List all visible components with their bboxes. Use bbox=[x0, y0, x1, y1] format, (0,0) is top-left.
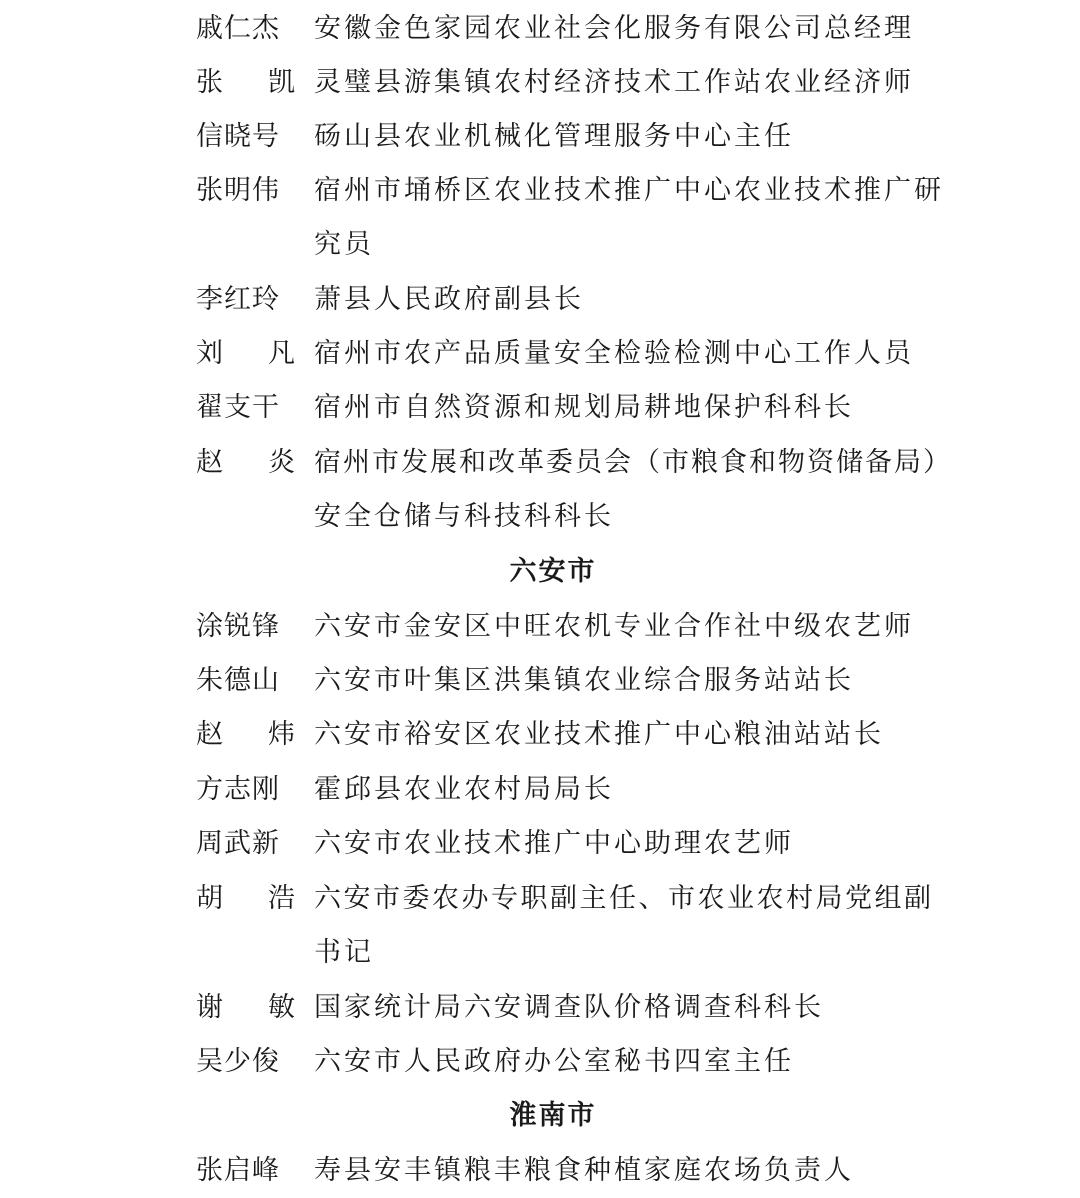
person-name: 胡 浩 bbox=[196, 883, 296, 914]
person-title: 国家统计局六安调查队价格调查科科长 bbox=[314, 992, 824, 1023]
person-name: 张 凯 bbox=[196, 67, 296, 98]
list-item bbox=[0, 1035, 1080, 1089]
list-item bbox=[0, 327, 1080, 381]
person-name: 戚仁杰 bbox=[196, 13, 280, 44]
person-title: 六安市金安区中旺农机专业合作社中级农艺师 bbox=[314, 611, 914, 642]
person-name: 赵 炜 bbox=[196, 719, 296, 750]
person-title: 六安市人民政府办公室秘书四室主任 bbox=[314, 1046, 794, 1077]
person-name: 李红玲 bbox=[196, 284, 280, 315]
list-item bbox=[0, 763, 1080, 817]
list-item bbox=[0, 436, 1080, 490]
person-name: 刘 凡 bbox=[196, 338, 296, 369]
person-title: 六安市叶集区洪集镇农业综合服务站站长 bbox=[314, 665, 854, 696]
person-title: 灵璧县游集镇农村经济技术工作站农业经济师 bbox=[314, 67, 914, 98]
list-item bbox=[0, 56, 1080, 110]
list-item-continuation bbox=[0, 490, 1080, 544]
list-item bbox=[0, 273, 1080, 327]
person-title: 六安市委农办专职副主任、市农业农村局党组副 bbox=[314, 883, 934, 914]
person-title: 六安市裕安区农业技术推广中心粮油站站长 bbox=[314, 719, 884, 750]
person-name: 张明伟 bbox=[196, 175, 280, 206]
person-name: 方志刚 bbox=[196, 774, 280, 805]
list-item bbox=[0, 164, 1080, 218]
section-heading-luan: 六安市 bbox=[509, 556, 597, 587]
person-title-continuation: 究员 bbox=[314, 229, 374, 260]
list-item bbox=[0, 817, 1080, 871]
person-title: 宿州市自然资源和规划局耕地保护科科长 bbox=[314, 392, 854, 423]
person-title: 宿州市埇桥区农业技术推广中心农业技术推广研 bbox=[314, 175, 944, 206]
person-title-continuation: 书记 bbox=[314, 937, 374, 968]
person-title: 六安市农业技术推广中心助理农艺师 bbox=[314, 828, 794, 859]
person-name: 吴少俊 bbox=[196, 1046, 280, 1077]
person-name: 张启峰 bbox=[196, 1155, 280, 1186]
person-name: 朱德山 bbox=[196, 665, 280, 696]
list-item bbox=[0, 981, 1080, 1035]
person-name: 谢 敏 bbox=[196, 992, 296, 1023]
list-item bbox=[0, 654, 1080, 708]
person-title: 宿州市发展和改革委员会（市粮食和物资储备局） bbox=[314, 447, 952, 478]
person-title: 寿县安丰镇粮丰粮食种植家庭农场负责人 bbox=[314, 1155, 854, 1186]
list-item bbox=[0, 381, 1080, 435]
list-item bbox=[0, 110, 1080, 164]
person-name: 周武新 bbox=[196, 828, 280, 859]
section-heading-huainan: 淮南市 bbox=[509, 1100, 597, 1131]
person-title: 霍邱县农业农村局局长 bbox=[314, 774, 614, 805]
list-item bbox=[0, 600, 1080, 654]
person-name: 信晓号 bbox=[196, 121, 280, 152]
person-name: 涂锐锋 bbox=[196, 611, 280, 642]
list-item-continuation bbox=[0, 218, 1080, 272]
list-item bbox=[0, 2, 1080, 56]
person-title-continuation: 安全仓储与科技科科长 bbox=[314, 501, 614, 532]
person-title: 宿州市农产品质量安全检验检测中心工作人员 bbox=[314, 338, 914, 369]
person-name: 赵 炎 bbox=[196, 447, 296, 478]
person-title: 砀山县农业机械化管理服务中心主任 bbox=[314, 121, 794, 152]
list-item bbox=[0, 708, 1080, 762]
list-item bbox=[0, 872, 1080, 926]
list-item bbox=[0, 1144, 1080, 1198]
person-name: 翟支干 bbox=[196, 392, 280, 423]
list-item-continuation bbox=[0, 926, 1080, 980]
person-title: 萧县人民政府副县长 bbox=[314, 284, 584, 315]
person-title: 安徽金色家园农业社会化服务有限公司总经理 bbox=[314, 13, 914, 44]
